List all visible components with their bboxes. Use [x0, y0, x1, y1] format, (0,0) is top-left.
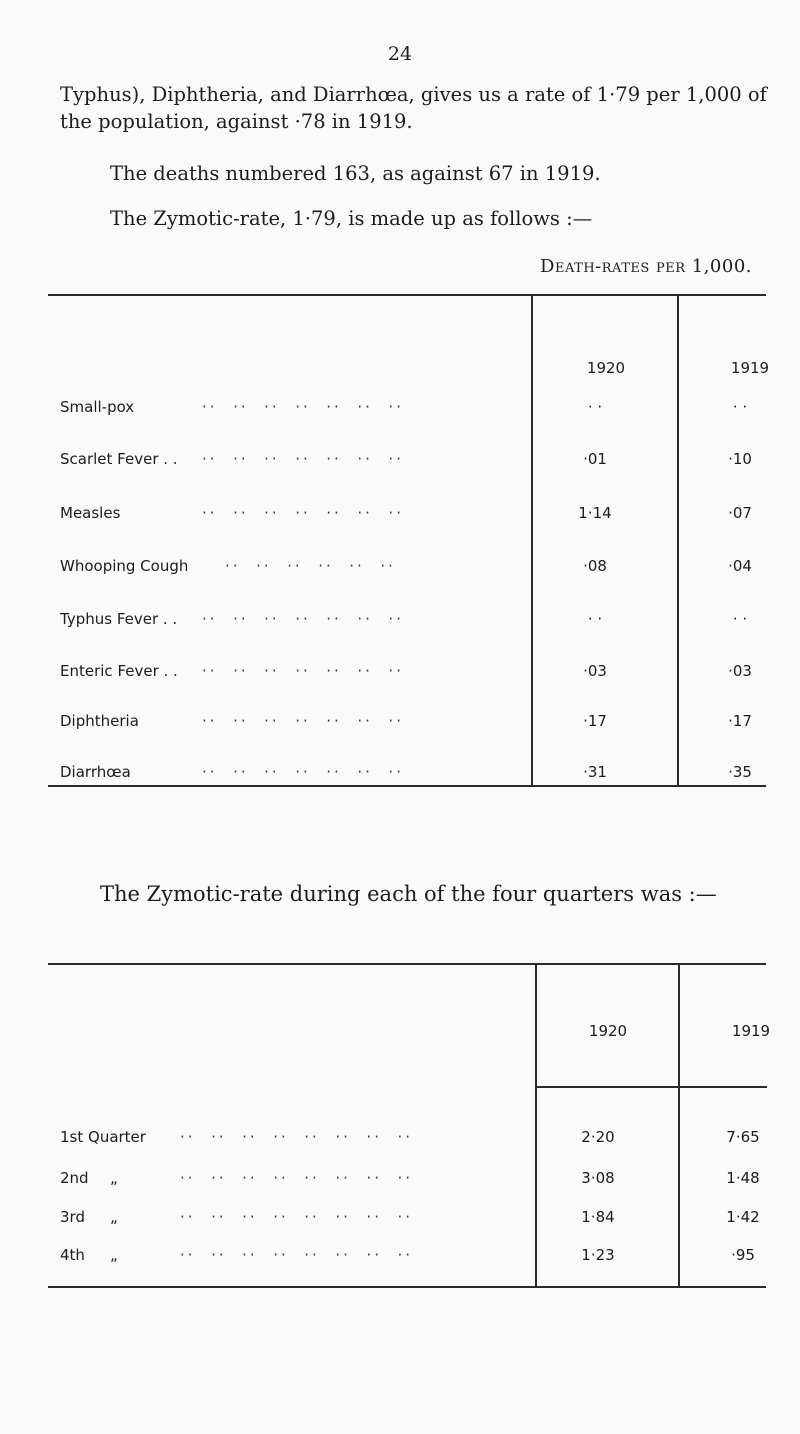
ditto-mark: „	[110, 1246, 118, 1264]
cell-1920: ·31	[583, 763, 607, 781]
row-label: Diphtheria	[60, 712, 139, 730]
table1-header-1920: 1920	[586, 359, 626, 377]
cell-1920: ·17	[583, 712, 607, 730]
table2-header-1920: 1920	[588, 1022, 628, 1040]
row-label: Measles	[60, 504, 121, 522]
table-row: Diphtheria ·· ·· ·· ·· ·· ·· ·· ·17 ·17	[60, 712, 760, 736]
cell-1920: ·03	[583, 662, 607, 680]
table2-bottom-rule	[48, 1286, 766, 1288]
cell-1919: ·95	[731, 1246, 755, 1264]
row-label: Diarrhœa	[60, 763, 131, 781]
row-label: 4th	[60, 1246, 85, 1264]
table-row: Scarlet Fever . . ·· ·· ·· ·· ·· ·· ·· ·01 ·10	[60, 450, 760, 474]
cell-1920: 1·14	[578, 504, 612, 522]
table-caption: Death-rates per 1,000.	[540, 256, 752, 277]
page-number: 24	[387, 43, 413, 65]
row-label: Small-pox	[60, 398, 135, 416]
row-label: Whooping Cough	[60, 557, 189, 575]
paragraph-deaths-numbered: The deaths numbered 163, as against 67 in 1919.	[110, 162, 601, 185]
cell-1920: · ·	[587, 398, 603, 416]
row-label: 2nd	[60, 1169, 89, 1187]
paragraph-quarters: The Zymotic-rate during each of the four quarters was :—	[100, 882, 717, 906]
cell-1920: 2·20	[581, 1128, 615, 1146]
cell-1920: · ·	[587, 610, 603, 628]
cell-1919: ·35	[728, 763, 752, 781]
table1-header-1919: 1919	[730, 359, 770, 377]
table-row: Typhus Fever . . ·· ·· ·· ·· ·· ·· ·· · · · ·	[60, 610, 760, 634]
row-label: 1st Quarter	[60, 1128, 146, 1146]
row-label: Typhus Fever . .	[60, 610, 178, 628]
row-label: Scarlet Fever . .	[60, 450, 178, 468]
ditto-mark: „	[110, 1208, 118, 1226]
table2-col-divider-1	[535, 963, 537, 1287]
cell-1919: · ·	[732, 398, 748, 416]
cell-1919: ·03	[728, 662, 752, 680]
table-row: 3rd „ ·· ·· ·· ·· ·· ·· ·· ·· 1·84 1·42	[60, 1208, 760, 1232]
table-row: Whooping Cough ·· ·· ·· ·· ·· ·· ·08 ·04	[60, 557, 760, 581]
cell-1920: 1·84	[581, 1208, 615, 1226]
table2-header-1919: 1919	[731, 1022, 771, 1040]
cell-1919: · ·	[732, 610, 748, 628]
table-row: Small-pox ·· ·· ·· ·· ·· ·· ·· · · · ·	[60, 398, 760, 422]
row-label: 3rd	[60, 1208, 85, 1226]
cell-1919: ·07	[728, 504, 752, 522]
cell-1919: ·17	[728, 712, 752, 730]
table-row: 2nd „ ·· ·· ·· ·· ·· ·· ·· ·· 3·08 1·48	[60, 1169, 760, 1193]
cell-1919: 1·42	[726, 1208, 760, 1226]
cell-1919: 1·48	[726, 1169, 760, 1187]
table2-header-rule	[535, 1086, 767, 1088]
table-row: Measles ·· ·· ·· ·· ·· ·· ·· 1·14 ·07	[60, 504, 760, 528]
cell-1920: ·01	[583, 450, 607, 468]
table-row: 1st Quarter ·· ·· ·· ·· ·· ·· ·· ·· 2·20 7·65	[60, 1128, 760, 1152]
table1-top-rule	[48, 294, 766, 296]
cell-1919: 7·65	[726, 1128, 760, 1146]
paragraph-zymotic-summary: Typhus), Diphtheria, and Diarrhœa, gives us a rate of 1·79 per 1,000 of the population, against ·78 in 1919.	[60, 83, 767, 133]
row-label: Enteric Fever . .	[60, 662, 178, 680]
cell-1920: ·08	[583, 557, 607, 575]
paragraph-zymotic-breakdown: The Zymotic-rate, 1·79, is made up as follows :—	[110, 207, 593, 230]
table2-col-divider-2	[678, 963, 680, 1287]
table-row: 4th „ ·· ·· ·· ·· ·· ·· ·· ·· 1·23 ·95	[60, 1246, 760, 1270]
cell-1919: ·04	[728, 557, 752, 575]
ditto-mark: „	[110, 1169, 118, 1187]
cell-1919: ·10	[728, 450, 752, 468]
cell-1920: 3·08	[581, 1169, 615, 1187]
table2-top-rule	[48, 963, 766, 965]
cell-1920: 1·23	[581, 1246, 615, 1264]
table-row: Diarrhœa ·· ·· ·· ·· ·· ·· ·· ·31 ·35	[60, 763, 760, 787]
table-row: Enteric Fever . . ·· ·· ·· ·· ·· ·· ·· ·03 ·03	[60, 662, 760, 686]
